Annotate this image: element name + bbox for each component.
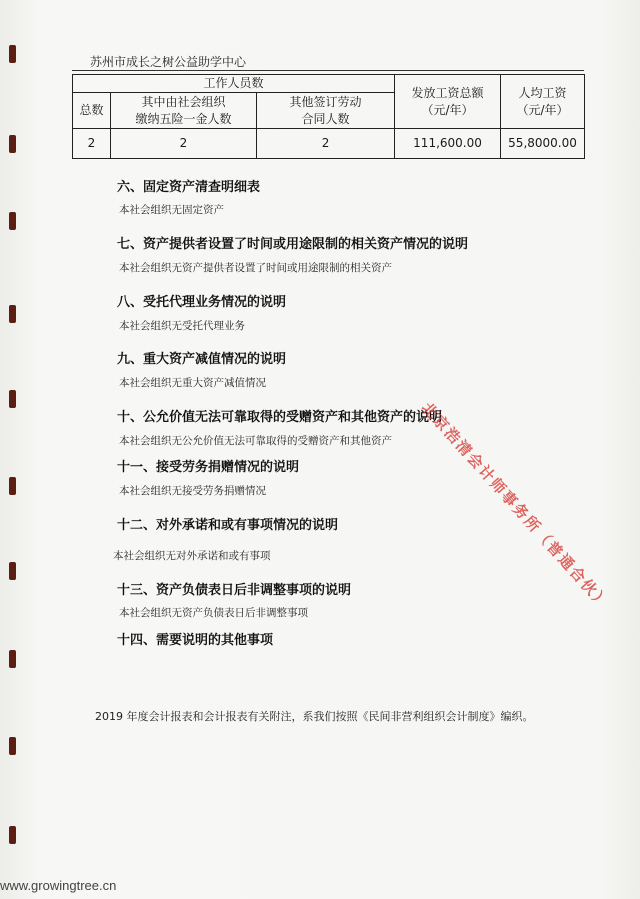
section-title: 十二、对外承诺和或有事项情况的说明	[117, 518, 339, 533]
binder-hole	[9, 305, 16, 323]
section-body: 本社会组织无公允价值无法可靠取得的受赠资产和其他资产	[119, 435, 392, 447]
section-body: 本社会组织无重大资产减值情况	[119, 377, 266, 389]
section-body: 本社会组织无资产负债表日后非调整事项	[119, 607, 308, 619]
site-watermark: www.growingtree.cn	[0, 878, 117, 893]
section-title: 十、公允价值无法可靠取得的受赠资产和其他资产的说明	[117, 410, 443, 425]
section-title: 九、重大资产减值情况的说明	[117, 352, 287, 367]
section-body: 本社会组织无固定资产	[119, 204, 224, 216]
social-insured-header: 其中由社会组织 缴纳五险一金人数	[111, 93, 257, 129]
total-value: 2	[73, 129, 111, 159]
section-body: 本社会组织无对外承诺和或有事项	[113, 550, 271, 562]
wage-total-value: 111,600.00	[395, 129, 501, 159]
binder-hole	[9, 135, 16, 153]
binder-hole	[9, 477, 16, 495]
section-body: 本社会组织无受托代理业务	[119, 320, 245, 332]
staff-count-group-header: 工作人员数	[73, 75, 395, 93]
wage-total-header: 发放工资总额 （元/年）	[395, 75, 501, 129]
section-title: 七、资产提供者设置了时间或用途限制的相关资产情况的说明	[117, 237, 469, 252]
header-divider	[72, 70, 584, 71]
wage-average-value: 55,8000.00	[501, 129, 585, 159]
binder-hole	[9, 562, 16, 580]
section-title: 十一、接受劳务捐赠情况的说明	[117, 460, 300, 475]
footer-note: 2019 年度会计报表和会计报表有关附注，系我们按照《民间非营利组织会计制度》编织。	[95, 710, 534, 723]
binder-hole	[9, 737, 16, 755]
auditor-seal-stamp: 北京浩清会计师事务所（普通合伙）	[417, 398, 614, 613]
contract-staff-value: 2	[257, 129, 395, 159]
section-title: 十四、需要说明的其他事项	[117, 633, 274, 648]
binder-hole	[9, 650, 16, 668]
total-header: 总数	[73, 93, 111, 129]
binder-hole	[9, 390, 16, 408]
wage-average-header: 人均工资 （元/年）	[501, 75, 585, 129]
binder-hole	[9, 212, 16, 230]
organization-name: 苏州市成长之树公益助学中心	[90, 55, 247, 69]
section-body: 本社会组织无接受劳务捐赠情况	[119, 485, 266, 497]
section-title: 十三、资产负债表日后非调整事项的说明	[117, 583, 352, 598]
staff-wage-table	[72, 74, 585, 159]
contract-staff-header: 其他签订劳动 合同人数	[257, 93, 395, 129]
social-insured-value: 2	[111, 129, 257, 159]
binder-hole	[9, 826, 16, 844]
binder-hole	[9, 45, 16, 63]
section-title: 六、固定资产清查明细表	[117, 180, 261, 195]
section-title: 八、受托代理业务情况的说明	[117, 295, 287, 310]
section-body: 本社会组织无资产提供者设置了时间或用途限制的相关资产	[119, 262, 392, 274]
